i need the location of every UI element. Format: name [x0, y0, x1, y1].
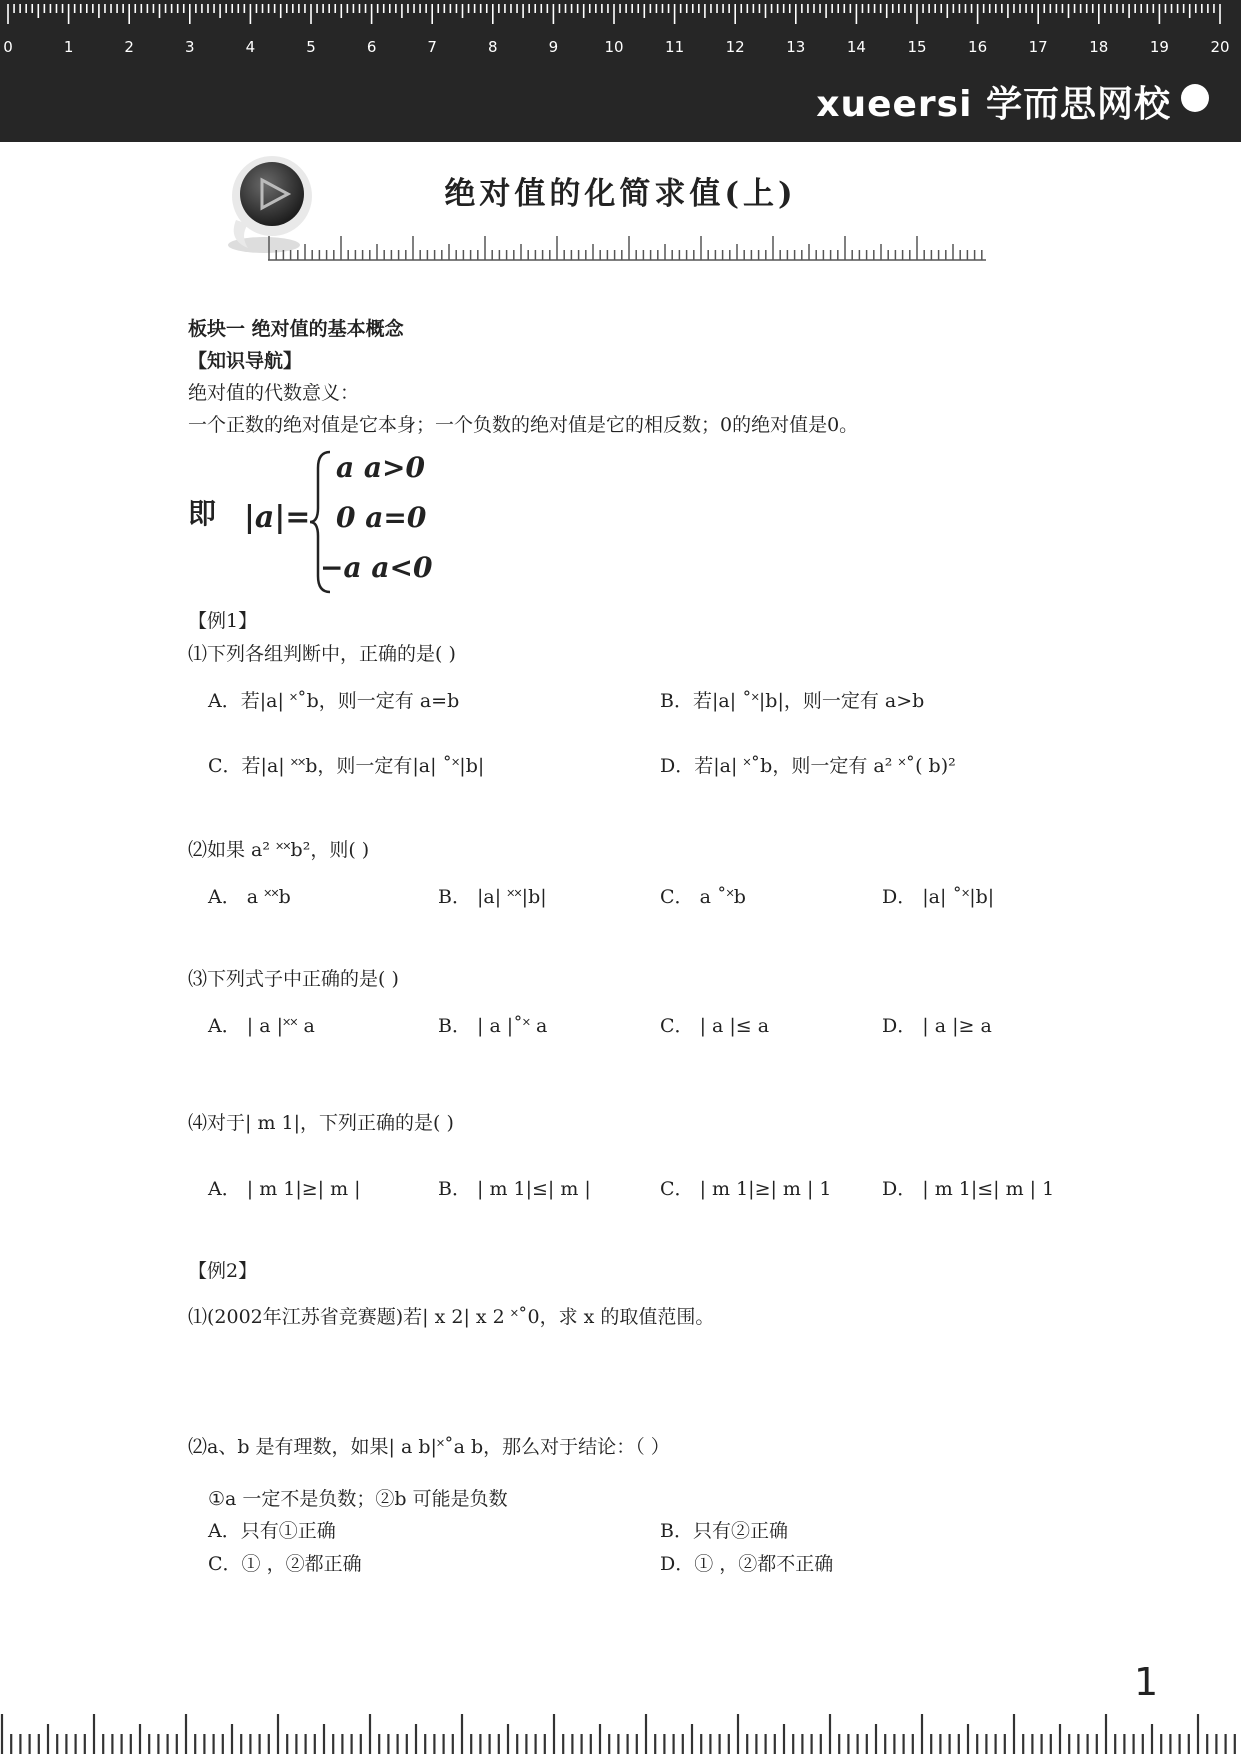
ex1-q2-option-d: D． |a| ˚˟|b| [882, 886, 995, 908]
ex2-q2-option-c: C．① ，②都正确 [208, 1553, 362, 1575]
ruler-label: 16 [968, 38, 988, 56]
knowledge-nav-label: 【知识导航】 [188, 350, 303, 372]
ex1-q3-option-a: A． | a |˟˟ a [208, 1015, 315, 1037]
formula-row-2: 0 a=0 [336, 501, 427, 534]
header-bar [0, 0, 1241, 142]
ex1-q3-option-d: D． | a |≥ a [882, 1015, 992, 1037]
ex1-q4-stem: ⑷对于| m 1|，下列正确的是( ) [188, 1112, 454, 1134]
ruler-label: 14 [846, 38, 866, 56]
paragraph-definition: 绝对值的代数意义： [188, 382, 360, 404]
ruler-label: 2 [124, 38, 134, 56]
ex1-q4-option-d: D． | m 1|≤| m | 1 [882, 1178, 1055, 1200]
formula-lhs: |a|= [244, 500, 311, 535]
ex1-q1-option-c: C．若|a| ˟˟b，则一定有|a| ˚˟|b| [208, 755, 485, 777]
ruler-label: 0 [3, 38, 13, 56]
ruler-label: 6 [366, 38, 377, 56]
title-ruler [268, 232, 986, 262]
ex2-q2-option-b: B．只有②正确 [660, 1520, 788, 1542]
ex2-q2-stem: ⑵a、b 是有理数，如果| a b|˟˚a b，那么对于结论：（ ） [188, 1436, 670, 1458]
ruler-label: 8 [488, 38, 498, 56]
ex1-q3-option-b: B． | a |˚˟ a [438, 1015, 548, 1037]
paragraph-rule: 一个正数的绝对值是它本身；一个负数的绝对值是它的相反数；0的绝对值是0。 [188, 414, 859, 436]
ex1-q3-option-c: C． | a |≤ a [660, 1015, 770, 1037]
ruler-label: 15 [907, 38, 927, 56]
ex1-q4-option-c: C． | m 1|≥| m | 1 [660, 1178, 832, 1200]
ruler-label: 12 [725, 38, 745, 56]
brand-dot-icon [1181, 84, 1209, 112]
formula-row-1: a a>0 [336, 451, 425, 484]
ex2-q2-option-a: A．只有①正确 [208, 1520, 336, 1542]
ex1-q1-option-d: D．若|a| ˟˚b，则一定有 a² ˟˚( b)² [660, 755, 956, 777]
section-heading: 板块一 绝对值的基本概念 [188, 318, 404, 340]
ex1-q2-option-b: B． |a| ˟˟|b| [438, 886, 547, 908]
ruler-label: 20 [1210, 38, 1230, 56]
ruler-label: 3 [185, 38, 195, 56]
ex1-q4-option-b: B． | m 1|≤| m | [438, 1178, 591, 1200]
ex1-q3-stem: ⑶下列式子中正确的是( ) [188, 968, 399, 990]
document-title: 绝对值的化简求值(上) [444, 176, 797, 212]
ex2-q2-statement: ①a 一定不是负数；②b 可能是负数 [208, 1488, 508, 1510]
ex1-q2-option-a: A． a ˟˟b [208, 886, 291, 908]
page-number: 1 [1134, 1660, 1159, 1704]
ruler-label: 1 [63, 38, 74, 56]
ruler-label: 18 [1089, 38, 1109, 56]
top-ruler [0, 0, 1241, 60]
ruler-label: 4 [245, 38, 256, 56]
ex1-q1-stem: ⑴下列各组判断中，正确的是( ) [188, 643, 456, 665]
bottom-ruler [0, 1712, 1241, 1754]
ex1-q1-option-b: B．若|a| ˚˟|b|，则一定有 a>b [660, 690, 925, 712]
ex1-q2-option-c: C． a ˚˟b [660, 886, 746, 908]
ruler-label: 17 [1028, 38, 1048, 56]
ruler-label: 13 [786, 38, 806, 56]
example-2-label: 【例2】 [188, 1260, 258, 1282]
ruler-label: 7 [427, 38, 437, 56]
formula-row-3: −a a<0 [320, 551, 433, 584]
ex1-q1-option-a: A．若|a| ˟˚b，则一定有 a=b [208, 690, 460, 712]
ruler-label: 10 [604, 38, 624, 56]
ex2-q2-option-d: D．① ，②都不正确 [660, 1553, 834, 1575]
brand-logo-text: xueersi 学而思网校 [816, 84, 1171, 125]
ruler-label: 19 [1149, 38, 1169, 56]
ex2-q1-stem: ⑴(2002年江苏省竞赛题)若| x 2| x 2 ˟˚0，求 x 的取值范围。 [188, 1306, 715, 1328]
ex1-q4-option-a: A． | m 1|≥| m | [208, 1178, 361, 1200]
absolute-value-formula [186, 448, 486, 598]
ruler-label: 5 [306, 38, 316, 56]
ex1-q2-stem: ⑵如果 a² ˟˟b²，则( ) [188, 839, 370, 861]
ruler-label: 11 [665, 38, 685, 56]
example-1-label: 【例1】 [188, 610, 258, 632]
ji-label: 即 [188, 497, 217, 530]
ruler-label: 9 [548, 38, 559, 56]
